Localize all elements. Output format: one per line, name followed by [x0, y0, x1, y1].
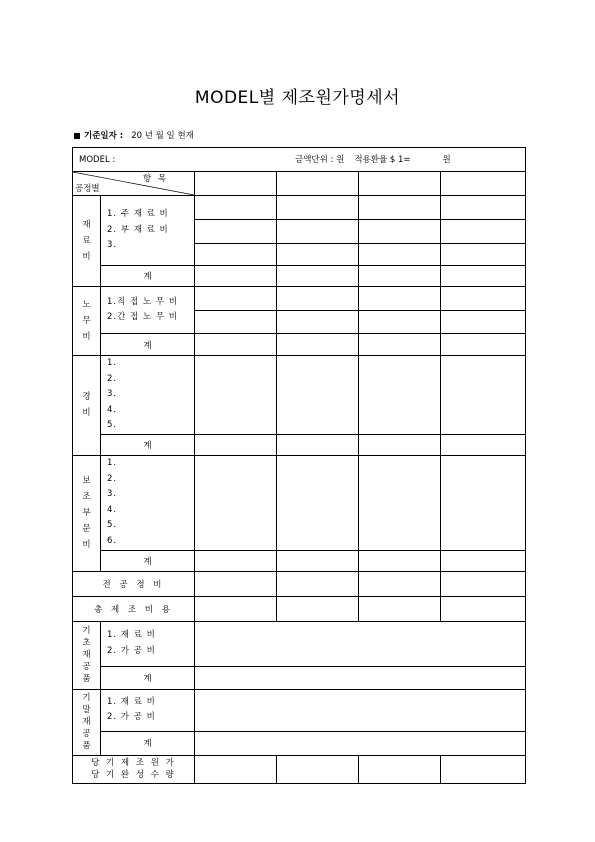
end-wip-subtotal-label: 계 — [101, 731, 195, 755]
value-cell[interactable] — [441, 311, 526, 334]
value-cell[interactable] — [441, 172, 526, 196]
value-cell[interactable] — [359, 266, 441, 287]
begin-wip-items: 1. 재 료 비 2. 가 공 비 — [101, 621, 195, 666]
current-manufacturing-cost-label: 당 기 제 조 원 가 — [91, 758, 176, 768]
value-cell[interactable] — [277, 172, 359, 196]
end-wip-subtotal-value[interactable] — [195, 731, 526, 755]
value-cell[interactable] — [441, 287, 526, 311]
value-cell[interactable] — [195, 455, 277, 550]
labor-items: 1.직 접 노 무 비 2.간 접 노 무 비 — [101, 287, 195, 334]
value-cell[interactable] — [441, 434, 526, 455]
value-cell[interactable] — [441, 755, 526, 783]
model-label: MODEL : — [79, 154, 116, 165]
value-cell[interactable] — [277, 550, 359, 571]
value-cell[interactable] — [195, 266, 277, 287]
begin-wip-category: 기 초 재 공 품 — [73, 621, 101, 689]
value-cell[interactable] — [441, 196, 526, 220]
value-cell[interactable] — [359, 287, 441, 311]
current-completed-quantity-label: 당 기 완 성 수 량 — [91, 770, 176, 780]
overhead-items: 1. 2. 3. 4. 5. — [101, 356, 195, 435]
value-cell[interactable] — [195, 755, 277, 783]
value-cell[interactable] — [277, 311, 359, 334]
square-bullet-icon — [74, 133, 80, 139]
value-cell[interactable] — [195, 334, 277, 356]
header-row — [73, 148, 526, 172]
value-cell[interactable] — [277, 244, 359, 266]
value-cell[interactable] — [277, 287, 359, 311]
overhead-subtotal-label: 계 — [101, 434, 195, 455]
overhead-category: 경 비 — [73, 356, 101, 456]
value-cell[interactable] — [195, 356, 277, 435]
value-cell[interactable] — [441, 334, 526, 356]
corner-header — [73, 172, 195, 196]
value-cell[interactable] — [441, 571, 526, 596]
currency-unit: 금액단위 : 원 — [295, 155, 345, 165]
value-cell[interactable] — [359, 596, 441, 621]
value-cell[interactable] — [441, 596, 526, 621]
cost-statement-table — [72, 147, 526, 784]
labor-category: 노 무 비 — [73, 287, 101, 356]
value-cell[interactable] — [195, 172, 277, 196]
value-cell[interactable] — [441, 266, 526, 287]
value-cell[interactable] — [277, 455, 359, 550]
value-cell[interactable] — [277, 220, 359, 244]
value-cell[interactable] — [195, 311, 277, 334]
end-wip-category: 기 말 재 공 품 — [73, 689, 101, 755]
aux-category: 보 조 부 문 비 — [73, 455, 101, 571]
value-cell[interactable] — [277, 196, 359, 220]
value-cell[interactable] — [195, 196, 277, 220]
value-cell[interactable] — [441, 455, 526, 550]
value-cell[interactable] — [195, 287, 277, 311]
begin-wip-subtotal-value[interactable] — [195, 666, 526, 689]
page-title: MODEL별 제조원가명세서 — [194, 88, 401, 108]
exchange-rate: 적용환율 $ 1= — [354, 155, 411, 165]
value-cell[interactable] — [195, 220, 277, 244]
value-cell[interactable] — [359, 244, 441, 266]
value-cell[interactable] — [359, 755, 441, 783]
end-wip-value[interactable] — [195, 689, 526, 731]
value-cell[interactable] — [359, 172, 441, 196]
value-cell[interactable] — [195, 550, 277, 571]
reference-date-label: 기준일자 : — [84, 131, 124, 141]
value-cell[interactable] — [195, 244, 277, 266]
value-cell[interactable] — [359, 455, 441, 550]
material-category: 재 료 비 — [73, 196, 101, 287]
aux-subtotal-label: 계 — [101, 550, 195, 571]
previous-process-label: 전 공 정 비 — [73, 571, 195, 596]
value-cell[interactable] — [359, 550, 441, 571]
value-cell[interactable] — [441, 244, 526, 266]
value-cell[interactable] — [277, 571, 359, 596]
value-cell[interactable] — [359, 196, 441, 220]
end-wip-items: 1. 재 료 비 2. 가 공 비 — [101, 689, 195, 731]
value-cell[interactable] — [359, 220, 441, 244]
value-cell[interactable] — [441, 356, 526, 435]
value-cell[interactable] — [359, 571, 441, 596]
value-cell[interactable] — [359, 334, 441, 356]
reference-date-value: 20 년 월 일 현재 — [131, 131, 194, 141]
value-cell[interactable] — [441, 220, 526, 244]
corner-items-label: 항 목 — [143, 174, 169, 184]
reference-date — [74, 129, 194, 141]
value-cell[interactable] — [277, 266, 359, 287]
begin-wip-value[interactable] — [195, 621, 526, 666]
begin-wip-subtotal-label: 계 — [101, 666, 195, 689]
value-cell[interactable] — [277, 596, 359, 621]
value-cell[interactable] — [277, 434, 359, 455]
material-subtotal-label: 계 — [101, 266, 195, 287]
value-cell[interactable] — [277, 755, 359, 783]
value-cell[interactable] — [195, 596, 277, 621]
aux-items: 1. 2. 3. 4. 5. 6. — [101, 455, 195, 550]
value-cell[interactable] — [195, 571, 277, 596]
value-cell[interactable] — [359, 434, 441, 455]
value-cell[interactable] — [359, 311, 441, 334]
exchange-rate-unit: 원 — [442, 155, 451, 165]
value-cell[interactable] — [195, 434, 277, 455]
value-cell[interactable] — [359, 356, 441, 435]
corner-process-label: 공정별 — [75, 184, 100, 194]
value-cell[interactable] — [277, 356, 359, 435]
value-cell[interactable] — [277, 334, 359, 356]
labor-subtotal-label: 계 — [101, 334, 195, 356]
value-cell[interactable] — [441, 550, 526, 571]
material-items: 1. 주 재 료 비 2. 부 재 료 비 3. — [101, 196, 195, 266]
total-cost-label: 총 제 조 비 용 — [73, 596, 195, 621]
final-label — [73, 755, 195, 783]
